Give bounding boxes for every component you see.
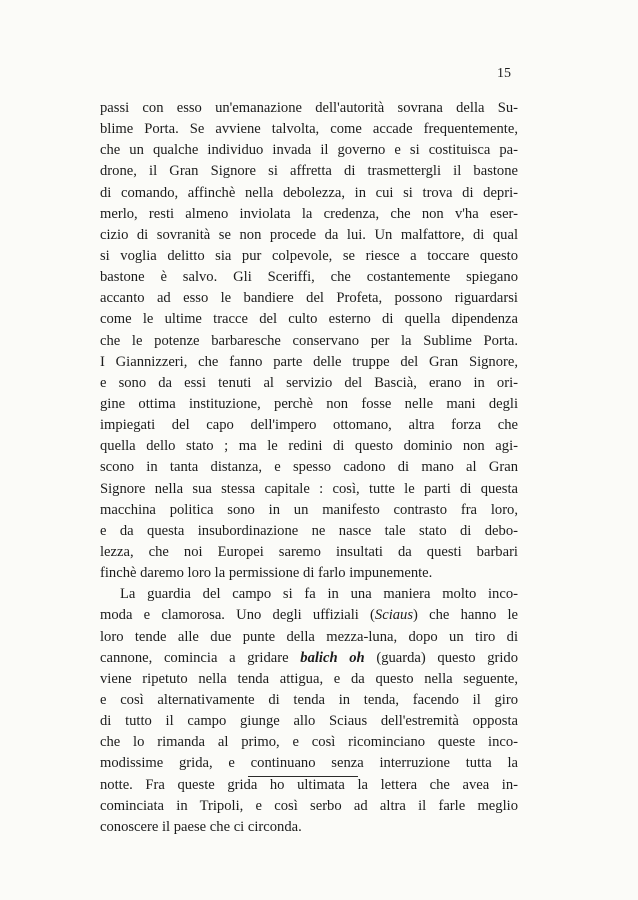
text-line [100, 648, 518, 669]
text-run: cannone, comincia a gridare [100, 649, 301, 666]
text-line: conoscere il paese che ci circonda. [100, 818, 302, 835]
text-line: passi con esso un'emanazione dell'autorità sovrana della Su- [100, 100, 518, 116]
text-line: e da questa insubordinazione ne nasce tale stato di debo- [100, 522, 518, 539]
text-line [100, 605, 518, 626]
text-line: bastone è salvo. Gli Sceriffi, che costantemente spiegano [100, 269, 518, 286]
text-run: moda e clamorosa. Uno degli uffiziali ( [100, 607, 375, 624]
text-line: di comando, affinchè nella debolezza, in cui si trova di depri- [100, 184, 518, 201]
text-line: che lo rimanda al primo, e così ricominciano queste inco- [100, 734, 518, 751]
page-number: 15 [497, 66, 511, 81]
italic-term: balich oh [300, 649, 365, 666]
text-line: si voglia delitto sia pur colpevole, se riesce a toccare questo [100, 247, 518, 264]
text-line: quella dello stato ; ma le redini di questo dominio non agi- [100, 438, 518, 455]
text-line: Signore nella sua stessa capitale : così, tutte le parti di questa [100, 480, 518, 497]
text-line: e sono da essi tenuti al servizio del Bascià, erano in ori- [100, 374, 518, 391]
text-line: cominciata in Tripoli, e così serbo ad altra il farle meglio [100, 797, 518, 814]
text-run: (guarda) questo grido [364, 649, 519, 666]
text-line: viene ripetuto nella tenda attigua, e da questo nella seguente, [100, 670, 518, 687]
text-line: e così alternativamente di tenda in tenda, facendo il giro [100, 691, 518, 708]
section-end-rule [248, 776, 358, 777]
text-line: notte. Fra queste grida ho ultimata la lettera che avea in- [100, 776, 518, 793]
text-line: gine ottima instituzione, perchè non fosse nelle mani degli [100, 395, 518, 412]
text-line: che le potenze barbaresche conservano per la Sublime Porta. [100, 332, 518, 349]
text-line: merlo, resti almeno inviolata la credenza, che non v'ha eser- [100, 205, 518, 222]
text-line: drone, il Gran Signore si affretta di trasmettergli il bastone [100, 163, 518, 180]
text-line: che un qualche individuo invada il governo e si costituisca pa- [100, 142, 518, 159]
text-line: impiegati del capo dell'impero ottomano, altra forza che [100, 417, 518, 434]
text-line: blime Porta. Se avviene talvolta, come accade frequentemente, [100, 121, 518, 138]
text-line: finchè daremo loro la permissione di farlo impunemente. [100, 565, 433, 582]
text-line: cizio di sovranità se non procede da lui. Un malfattore, di qual [100, 226, 518, 243]
italic-term: Sciaus [374, 607, 414, 624]
text-line: di tutto il campo giunge allo Sciaus dell'estremità opposta [100, 713, 518, 730]
text-line: La guardia del campo si fa in una maniera molto inco- [120, 586, 518, 603]
paragraph-1 [100, 98, 518, 584]
text-line: lezza, che noi Europei saremo insultati da questi barbari [100, 543, 518, 560]
text-line: accanto ad esso le bandiere del Profeta, possono riguardarsi [100, 290, 518, 307]
text-run: ) che hanno le [413, 607, 518, 624]
text-line: loro tende alle due punte della mezza-luna, dopo un tiro di [100, 628, 518, 645]
text-line: scono in tanta distanza, e spesso cadono di mano al Gran [100, 459, 518, 476]
text-line: come le ultime tracce del culto esterno di quella dipendenza [100, 311, 518, 328]
text-line: modissime grida, e continuano senza interruzione tutta la [100, 755, 518, 772]
body-text [100, 98, 518, 838]
paragraph-2 [100, 584, 518, 838]
text-line: macchina politica sono in un manifesto contrasto fra loro, [100, 501, 518, 518]
text-line: I Giannizzeri, che fanno parte delle truppe del Gran Signore, [100, 353, 518, 370]
